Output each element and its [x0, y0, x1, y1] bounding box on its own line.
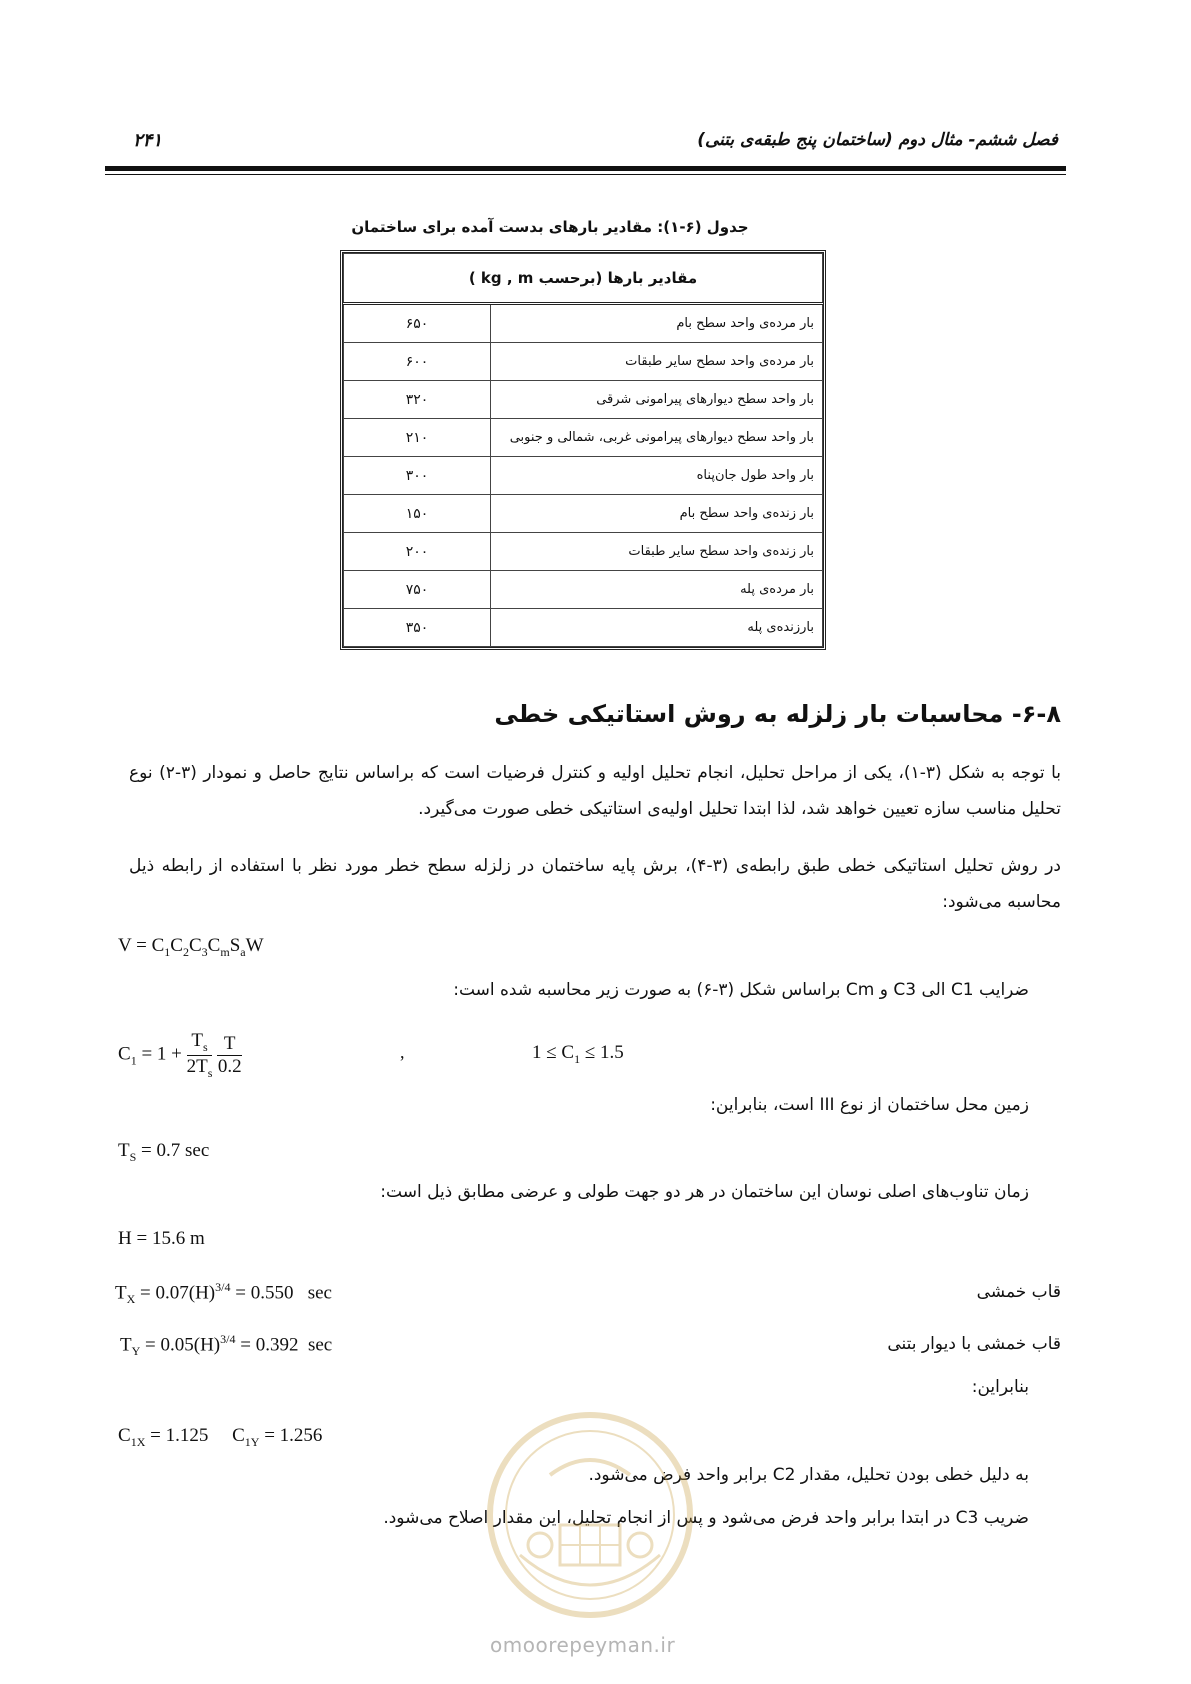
table-cell-label: بار زنده‌ی واحد سطح سایر طبقات [491, 533, 823, 571]
table-cell-label: بار مرده‌ی پله [491, 571, 823, 609]
table-row [344, 419, 823, 457]
ty-coef: 0.05 [160, 1334, 194, 1356]
header-rule-thick [105, 166, 1066, 171]
table-row [344, 457, 823, 495]
table-row [344, 533, 823, 571]
table-row [344, 495, 823, 533]
table-cell-label: بار واحد سطح دیوارهای پیرامونی غربی، شمالی و جنوبی [491, 419, 823, 457]
load-table [340, 250, 826, 650]
period-text: زمان تناوب‌های اصلی نوسان این ساختمان در هر دو جهت طولی و عرضی مطابق ذیل است: [380, 1182, 1029, 1202]
equation-height: H = 15.6 m [118, 1228, 205, 1249]
table-cell-label: بار واحد سطح دیوارهای پیرامونی شرقی [491, 381, 823, 419]
watermark-url: omoorepeyman.ir [490, 1633, 676, 1657]
table-cell-label: بار مرده‌ی واحد سطح بام [491, 304, 823, 343]
equation-tx: $T_X = 0.07(H)^{3/4} = 0.550$ sec [115, 1280, 332, 1307]
equation-c1-range: $1 \le C_1 \le 1.5$ [532, 1042, 624, 1066]
table-cell-value: ۳۲۰ [344, 381, 491, 419]
ts-value: 0.7 sec [156, 1140, 210, 1161]
label-moment-frame-wall: قاب خمشی با دیوار بتنی [887, 1334, 1061, 1354]
tx-result: 0.550 [250, 1282, 294, 1304]
equation-ty: $T_Y = 0.05(H)^{3/4} = 0.392$ sec [120, 1332, 333, 1359]
table-cell-value: ۶۵۰ [344, 304, 491, 343]
table-row [344, 381, 823, 419]
section-heading: ۶-۸- محاسبات بار زلزله به روش استاتیکی خطی [494, 700, 1061, 728]
page-number: ۲۴۱ [133, 130, 163, 151]
header-rule-thin [105, 174, 1066, 175]
label-moment-frame: قاب خمشی [976, 1282, 1061, 1302]
ty-unit: sec [307, 1334, 333, 1356]
c2-text: به دلیل خطی بودن تحلیل، مقدار C2 برابر واحد فرض می‌شود. [588, 1465, 1029, 1485]
table-row [344, 609, 823, 647]
paragraph-linear-static: در روش تحلیل استاتیکی خطی طبق رابطه‌ی (۳-۴)، برش پایه ساختمان در زلزله سطح خطر مورد نظر با استفاده از رابطه ذیل محاسبه می‌شود: [129, 856, 1061, 912]
chapter-title: فصل ششم- مثال دوم (ساختمان پنج طبقه‌ی بتنی) [697, 130, 1058, 150]
watermark-seal-icon [480, 1405, 700, 1625]
c1x-value: 1.125 [165, 1425, 209, 1446]
c1-min: 1 [532, 1042, 542, 1063]
equation-c1: $C_1 = 1$ + $\frac{T_s}{2T_s}$ $\frac{T}{0.2}$ [118, 1030, 242, 1080]
table-row [344, 304, 823, 343]
table-cell-value: ۲۱۰ [344, 419, 491, 457]
c3-text: ضریب C3 در ابتدا برابر واحد فرض می‌شود و پس از انجام تحلیل، این مقدار اصلاح می‌شود. [383, 1508, 1029, 1528]
tx-unit: sec [307, 1282, 332, 1304]
height-value: 15.6 m [151, 1228, 205, 1249]
c1y-value: 1.256 [279, 1425, 323, 1446]
table-cell-value: ۳۰۰ [344, 457, 491, 495]
c1-max: 1.5 [600, 1042, 624, 1063]
therefore-text: بنابراین: [971, 1377, 1029, 1397]
equation-base-shear: $V = C_1C_2C_3C_mS_aW$ [118, 935, 264, 959]
table-cell-label: بار زنده‌ی واحد سطح بام [491, 495, 823, 533]
table-header-row [344, 254, 823, 304]
fraction-ts: $\frac{T_s}{2T_s}$ [186, 1030, 213, 1080]
table-cell-value: ۳۵۰ [344, 609, 491, 647]
table-row [344, 343, 823, 381]
table-cell-value: ۶۰۰ [344, 343, 491, 381]
table-caption: جدول (۶-۱): مقادیر بارهای بدست آمده برای ساختمان [351, 218, 749, 236]
table-header: مقادیر بارها (برحسب kg , m ) [344, 254, 823, 304]
paragraph-intro: با توجه به شکل (۳-۱)، یکی از مراحل تحلیل، انجام تحلیل اولیه و کنترل فرضیات است که براساس نتایج حاصل و نمودار (۳-۲) نوع تحلیل مناسب سازه تعیین خواهد شد، لذا ابتدا تحلیل اولیه‌ی استاتیکی خطی صورت می‌گیرد. [129, 763, 1061, 819]
table-row [344, 571, 823, 609]
fraction-t: $\frac{T}{0.2}$ [217, 1032, 242, 1077]
table-cell-value: ۲۰۰ [344, 533, 491, 571]
equation-ts: $T_S = 0.7$ sec [118, 1140, 210, 1164]
tx-coef: 0.07 [155, 1282, 189, 1304]
table-body [344, 304, 823, 647]
equation-separator: , [400, 1042, 405, 1062]
coefficients-text: ضرایب C1 الی C3 و Cm براساس شکل (۳-۶) به صورت زیر محاسبه شده است: [453, 980, 1029, 1000]
equation-c1xy: $C_{1X} = 1.125$ $C_{1Y} = 1.256$ [118, 1425, 323, 1449]
table-cell-label: بار مرده‌ی واحد سطح سایر طبقات [491, 343, 823, 381]
ty-result: 0.392 [255, 1334, 299, 1356]
soil-type-text: زمین محل ساختمان از نوع III است، بنابراین: [710, 1095, 1029, 1115]
table-cell-value: ۷۵۰ [344, 571, 491, 609]
table-cell-label: بارزنده‌ی پله [491, 609, 823, 647]
table-cell-label: بار واحد طول جان‌پناه [491, 457, 823, 495]
table-cell-value: ۱۵۰ [344, 495, 491, 533]
